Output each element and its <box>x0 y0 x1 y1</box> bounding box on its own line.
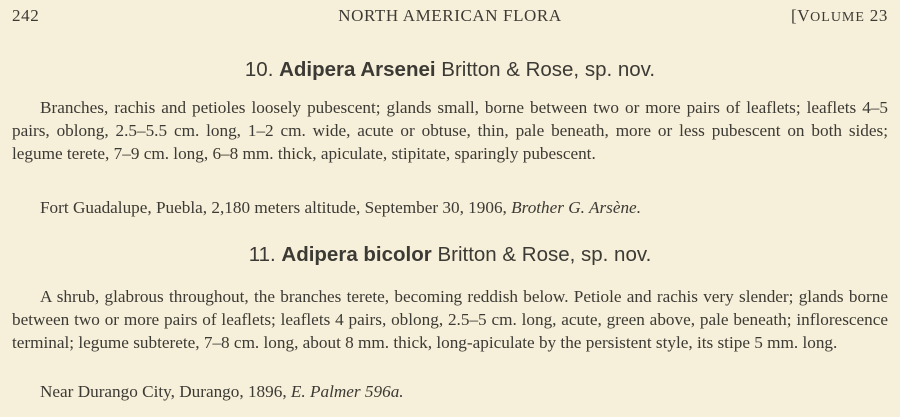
species-description: Branches, rachis and petioles loosely pubescent; glands small, borne between two or more pairs of leaflets; leaflets 4–5 pairs, oblong, 2.5–5.5 cm. long, 1–2 cm. wide, acute or obtuse, thin, pale beneath, more or less pubescent on both sides; legume terete, 7–9 cm. long, 6–8 mm. thick, apiculate, stipitate, sparingly pubescent. <box>12 98 888 163</box>
locality-text: Near Durango City, Durango, 1896, <box>40 382 287 401</box>
collector-name: E. Palmer 596a. <box>290 382 404 401</box>
specimen-locality <box>12 196 888 219</box>
species-description: A shrub, glabrous throughout, the branches terete, becoming reddish below. Petiole and rachis very slender; glands borne between two or more pairs of leaflets; leaflets 4 pairs, oblong, 2.5–5 cm. long, acute, green above, pale beneath; inflorescence terminal; legume subterete, 7–8 cm. long, about 8 mm. thick, long-apiculate by the persistent style, its stipe 5 mm. long. <box>12 287 888 352</box>
journal-title: NORTH AMERICAN FLORA <box>338 6 562 25</box>
page-number: 242 <box>12 6 40 25</box>
running-head <box>12 6 888 30</box>
locality-text: Fort Guadalupe, Puebla, 2,180 meters altitude, September 30, 1906, <box>40 198 507 217</box>
species-authority: Britton & Rose, sp. nov. <box>437 243 652 266</box>
volume-number: 23 <box>869 6 888 25</box>
species-heading <box>0 58 900 82</box>
species-number: 10. <box>244 58 274 81</box>
species-number: 11. <box>248 243 276 266</box>
species-name: Adipera Arsenei <box>279 58 436 81</box>
species-name: Adipera bicolor <box>281 243 432 266</box>
specimen-locality <box>12 380 888 403</box>
volume-prefix: [V <box>791 6 811 25</box>
species-authority: Britton & Rose, sp. nov. <box>441 58 656 81</box>
volume-label <box>791 6 888 26</box>
collector-name: Brother G. Arsène. <box>511 198 641 217</box>
species-heading <box>0 243 900 267</box>
volume-word: OLUME <box>810 10 865 25</box>
